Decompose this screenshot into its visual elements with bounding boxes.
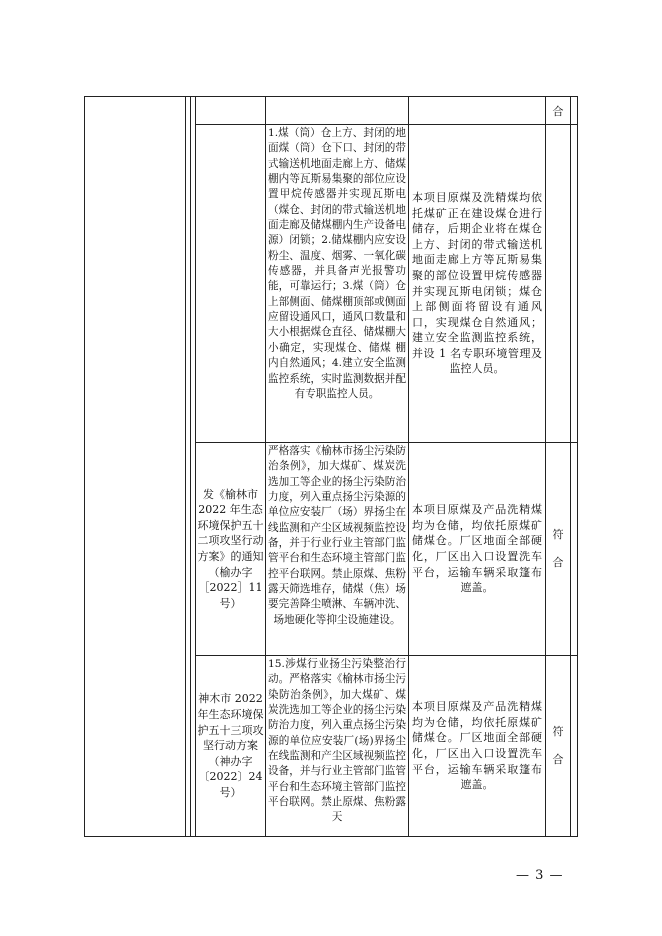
compliance-table	[84, 96, 578, 837]
row2-requirement: 1.煤（筒）仓上方、封闭的地面煤（筒）仓下口、封闭的带式输送机地面走廊上方、储煤棚内等瓦斯易集聚的部位应设置甲烷传感器并实现瓦斯电（煤仓、封闭的带式输送机地面走廊及储煤棚内生产设备电源）闭锁；2.储煤棚内应安设粉尘、温度、烟雾、一氧化碳传感器，并具备声光报警功能，可靠运行；3.煤（筒）仓上部侧面、储煤棚顶部或侧面应留设通风口，通风口数量和大小根据煤仓直径、储煤棚大小确定，实现煤仓、储煤 棚内自然通风；4.建立安全监测监控系统，实时监测数据并配有专职监控人员。	[268, 127, 406, 400]
row4-implementation	[412, 656, 542, 836]
col-divider	[408, 96, 409, 837]
row3-policy	[196, 443, 265, 655]
row3-implementation-text: 本项目原煤及产品洗精煤均为仓储，均依托原煤矿储煤仓。厂区地面全部硬化，厂区出入口设置洗车平台，运输车辆采取篷布遮盖。	[412, 503, 542, 595]
table-left-border	[84, 96, 85, 837]
row3-requirement: 严格落实《榆林市扬尘污染防治条例》，加大煤矿、煤炭洗选加工等企业的扬尘污染防治力度，列入重点扬尘污染源的单位应安装厂（场）界扬尘在线监测和产尘区域视频监控设备，并于行业行业主管部门监管平台和生态环境主管部门监控平台联网。禁止原煤、焦粉露天筛选堆存，储煤（焦）场要完善降尘喷淋、车辆冲洗、场地硬化等抑尘设施建设。	[268, 445, 406, 626]
row4-requirement: 15.涉煤行业扬尘污染整治行动。严格落实《榆林市扬尘污染防治条例》，加大煤矿、煤炭洗选加工等企业的扬尘污染防治力度，列入重点扬尘污染源的单位应安装厂(场)界扬尘在线监测和产尘区域视频监控设备，并与行业主管部门监管平台和生态环境主管部门监控平台联网。禁止原煤、焦粉露天	[268, 658, 406, 824]
col-divider	[570, 96, 571, 837]
col-divider	[190, 96, 191, 837]
col-divider	[265, 96, 266, 837]
row3-verdict	[546, 443, 570, 655]
table-top-border	[84, 96, 578, 97]
row4-verdict	[546, 656, 570, 836]
row1-verdict: 合	[552, 105, 564, 118]
row4-verdict-text: 符合	[552, 725, 564, 766]
table-bottom-border	[84, 836, 578, 837]
table-right-border	[577, 96, 578, 837]
row4-policy-text: 神木市 2022 年生态环境保护五十三项攻坚行动方案（神办字〔2022〕24 号）	[197, 692, 264, 799]
row3-policy-text: 发《榆林市2022 年生态环境保护五十二项攻坚行动方案》的通知（榆办字［2022］11 号）	[197, 487, 264, 610]
row3-implementation	[412, 443, 542, 655]
row4-implementation-text: 本项目原煤及产品洗精煤均为仓储，均依托原煤矿储煤仓。厂区地面全部硬化，厂区出入口设置洗车平台，运输车辆采取篷布遮盖。	[412, 700, 542, 792]
page-number: — 3 —	[516, 868, 564, 883]
row2-implementation	[412, 125, 542, 442]
col-divider	[185, 96, 186, 837]
row3-verdict-text: 符合	[552, 528, 564, 569]
row4-policy	[196, 656, 265, 836]
row2-implementation-text: 本项目原煤及洗精煤均依托煤矿正在建设煤仓进行储存，后期企业将在煤仓上方、封闭的带式输送机地面走廊上方等瓦斯易集聚的部位设置甲烷传感器并实现瓦斯电闭锁；煤仓上部侧面将留设有通风口，实现煤仓自然通风；建立安全监测监控系统，并设 1 名专职环境管理及监控人员。	[412, 190, 542, 376]
